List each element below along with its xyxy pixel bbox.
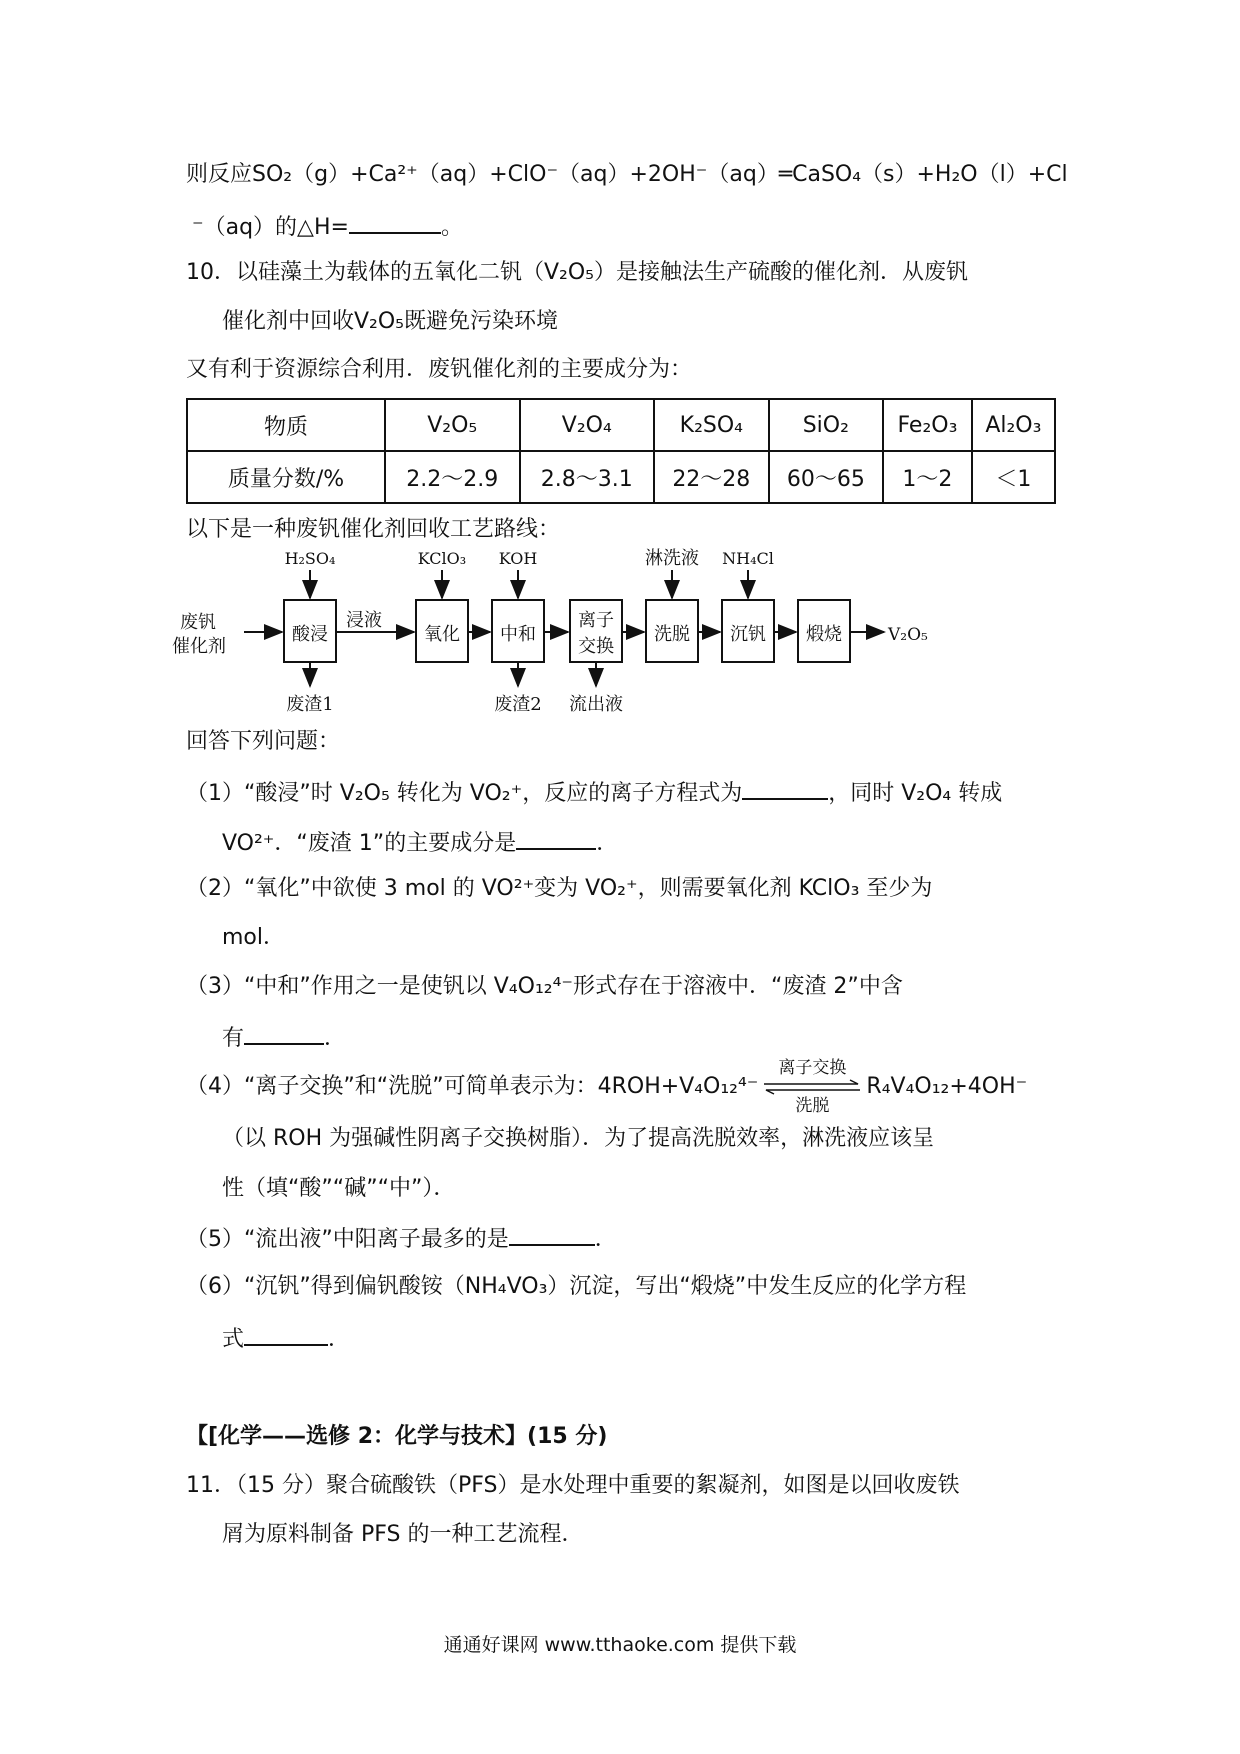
reagent-label: NH₄Cl [722,549,774,568]
q10-p6-line1: （6）“沉钒”得到偏钒酸铵（NH₄VO₃）沉淀，写出“煅烧”中发生反应的化学方程 [186,1274,967,1299]
q10-p4-product: R₄V₄O₁₂+4OH⁻ [866,1074,1028,1099]
table-cell: SiO₂ [769,399,884,451]
table-cell: 物质 [187,399,385,451]
q10-line3: 又有利于资源综合利用．废钒催化剂的主要成分为： [186,357,693,382]
q10-p4-line1 [186,1058,1028,1116]
q10-p3-blank[interactable] [244,1021,324,1045]
arrow-top-label: 离子交换 [778,1058,847,1078]
arrow-bottom-label: 洗脱 [795,1096,830,1116]
q10-p1-blank1[interactable] [742,776,828,800]
output-label: 流出液 [569,694,623,715]
composition-table [186,398,1056,504]
table-cell: ＜1 [972,451,1055,503]
reagent-label: KOH [498,549,538,568]
q10-p4-line3: 性（填“酸”“碱”“中”）． [222,1176,456,1201]
process-flow-diagram [172,548,980,728]
q10-p1-end: ． [596,831,619,856]
q10-p1-line1 [186,776,1002,809]
flow-intro: 以下是一种废钒催化剂回收工艺路线： [186,517,561,542]
table-cell: V₂O₅ [385,399,520,451]
step-label: 煅烧 [806,624,842,645]
q10-p3-end: ． [324,1026,347,1051]
table-cell: K₂SO₄ [654,399,769,451]
table-row [187,399,1055,451]
product-label: V₂O₅ [888,625,928,645]
q10-p6-blank[interactable] [244,1322,328,1346]
q11-line2: 屑为原料制备 PFS 的一种工艺流程． [222,1522,584,1547]
table-cell: Fe₂O₃ [883,399,972,451]
section-heading: 【[化学——选修 2：化学与技术】(15 分) [186,1424,608,1449]
reagent-label: KClO₃ [417,549,467,568]
input-label: 废钒 [180,612,216,633]
q10-p3-line1: （3）“中和”作用之一是使钒以 V₄O₁₂⁴⁻形式存在于溶液中．“废渣 2”中含 [186,974,903,999]
step-label: 酸浸 [292,624,328,645]
table-cell: 22～28 [654,451,769,503]
q10-p1-text2: ，同时 V₂O₄ 转成 [828,781,1003,806]
q10-p1-line2 [222,826,618,859]
q10-p5-end: ． [594,1227,617,1252]
q10-p4-line2: （以 ROH 为强碱性阴离子交换树脂）．为了提高洗脱效率，淋洗液应该呈 [222,1126,935,1151]
output-label: 废渣1 [286,694,334,715]
q10-p2-line1: （2）“氧化”中欲使 3 mol 的 VO²⁺变为 VO₂⁺，则需要氧化剂 KClO₃ 至少为 [186,876,933,901]
table-cell: 2.2～2.9 [385,451,520,503]
page-footer: 通通好课网 www.tthaoke.com 提供下载 [443,1634,797,1656]
step-label: 氧化 [424,624,460,645]
q10-p5-blank[interactable] [509,1222,595,1246]
q10-p3-line2 [222,1021,346,1054]
q10-p5-text: （5）“流出液”中阳离子最多的是 [186,1227,509,1252]
q10-p6-text: 式 [222,1327,245,1352]
input-label: 催化剂 [172,636,226,657]
q9-line1: 则反应SO₂（g）+Ca²⁺（aq）+ClO⁻（aq）+2OH⁻（aq）═CaSO₄（s）+H₂O（l）+Cl [186,162,1068,187]
q10-p3-text: 有 [222,1026,245,1051]
answer-prompt: 回答下列问题： [186,729,341,754]
q10-p4-text: （4）“离子交换”和“洗脱”可简单表示为：4ROH+V₄O₁₂⁴⁻ [186,1074,759,1099]
q10-p6-line2 [222,1322,350,1355]
q10-p6-end: ． [328,1327,351,1352]
q10-line1: 10．以硅藻土为载体的五氧化二钒（V₂O₅）是接触法生产硫酸的催化剂．从废钒 [186,260,969,285]
q10-line2: 催化剂中回收V₂O₅既避免污染环境 [222,309,559,334]
q9-line2-text: ⁻（aq）的△H= [192,215,349,240]
step-label: 交换 [578,636,614,657]
step-label: 洗脱 [654,624,690,645]
q9-answer-blank[interactable] [349,210,441,234]
reversible-arrow [762,1058,862,1116]
step-label: 离子 [578,610,614,631]
q9-line2-end: 。 [440,215,463,240]
q10-p1-blank2[interactable] [516,826,596,850]
table-cell: 1～2 [883,451,972,503]
output-label: 废渣2 [494,694,542,715]
reagent-label: 淋洗液 [645,548,699,569]
table-cell: 质量分数/% [187,451,385,503]
q10-p1-text3: VO²⁺．“废渣 1”的主要成分是 [222,831,517,856]
q10-p1-text: （1）“酸浸”时 V₂O₅ 转化为 VO₂⁺，反应的离子方程式为 [186,781,743,806]
q10-p5-line [186,1222,617,1255]
table-cell: V₂O₄ [520,399,655,451]
q10-p2-line2: mol． [222,925,286,950]
table-cell: 2.8～3.1 [520,451,655,503]
table-cell: Al₂O₃ [972,399,1055,451]
q9-line2 [192,210,463,243]
step-label: 沉钒 [730,624,766,645]
table-row [187,451,1055,503]
step-label: 中和 [500,624,536,645]
equilibrium-arrow-icon [762,1080,862,1094]
q11-line1: 11．（15 分）聚合硫酸铁（PFS）是水处理中重要的絮凝剂，如图是以回收废铁 [186,1473,960,1498]
leach-label: 浸液 [346,610,382,631]
table-cell: 60～65 [769,451,884,503]
reagent-label: H₂SO₄ [284,549,336,568]
